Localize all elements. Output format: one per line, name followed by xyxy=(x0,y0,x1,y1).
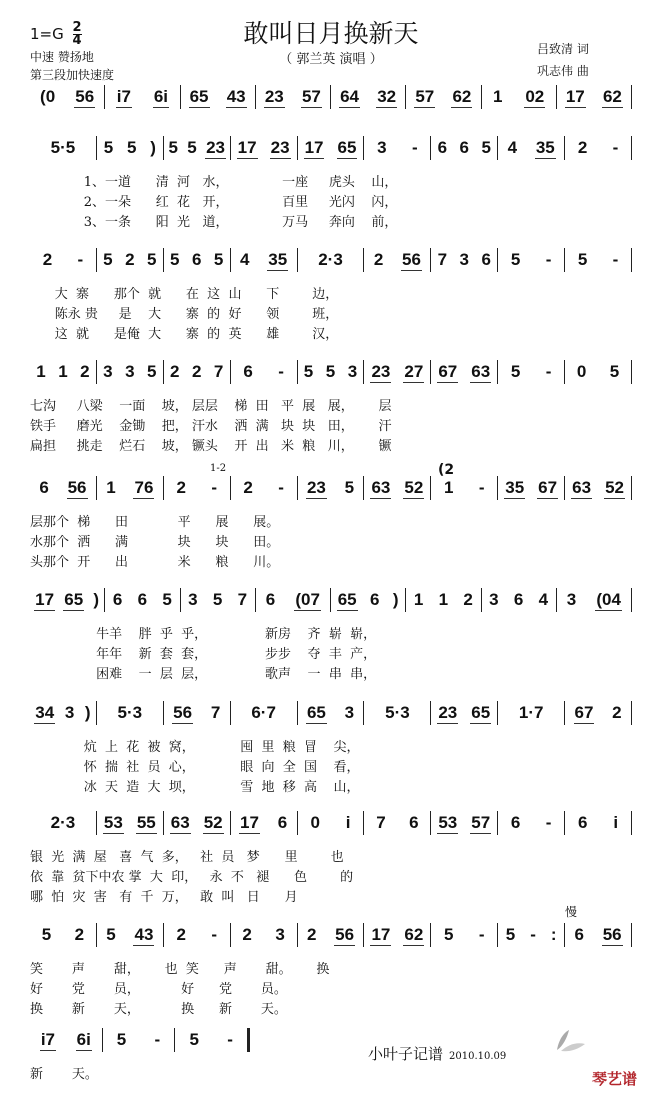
volta-label: 1-2 xyxy=(210,463,227,474)
lyric-line: 怀 揣 社 员 心， 眼 向 全 国 看， xyxy=(30,760,360,775)
measure: (0 56 xyxy=(40,86,95,106)
slow-marking: 慢 xyxy=(565,905,578,919)
measure: 0 5 xyxy=(576,362,620,381)
measure: 0 i xyxy=(310,813,351,832)
lyric-line: 新 天。 xyxy=(30,1067,98,1082)
measure: 1 - xyxy=(444,478,485,497)
measure: 5·3 xyxy=(117,703,143,722)
measure: 6 i xyxy=(578,813,619,832)
lyric-line: 牛羊 胖 乎 乎， 新房 齐 崭 崭， xyxy=(30,627,377,642)
measure: 56 7 xyxy=(173,702,221,722)
measure: 4 35 xyxy=(507,137,555,157)
measure: i7 6i xyxy=(116,86,169,106)
measure: 6 56 xyxy=(39,477,87,497)
measure: 2 - xyxy=(176,925,217,944)
lyrics xyxy=(30,960,632,1020)
notation-line xyxy=(30,84,632,110)
system xyxy=(30,359,632,457)
measure: 17 62 xyxy=(371,924,424,944)
system xyxy=(30,84,632,122)
lyricist: 吕致清 词 xyxy=(537,42,589,56)
measure: 2 56 xyxy=(373,249,421,269)
measure: 1 02 xyxy=(492,86,545,106)
system xyxy=(30,135,632,233)
bar-line xyxy=(631,701,632,725)
lyric-line: 这 就 是俺 大 寨 的 英 雄 汉， xyxy=(30,327,339,342)
measure: 3 5 7 xyxy=(188,590,248,609)
measure: 5 5 23 xyxy=(168,137,225,157)
measure: 2 - xyxy=(42,250,84,269)
measure: 2 - xyxy=(243,478,284,497)
system xyxy=(30,810,632,908)
lyric-line: 笑 声 甜， 也 笑 声 甜。 换 xyxy=(30,962,330,977)
measure: 2 56 xyxy=(306,924,355,944)
lyrics xyxy=(30,848,632,908)
measure: 3 6 4 xyxy=(489,590,549,609)
measure: i7 6i xyxy=(40,1029,91,1049)
lyric-line: 陈永 贵 是 大 寨 的 好 领 班， xyxy=(30,307,339,322)
notation-line xyxy=(30,247,632,273)
measure: 67 63 xyxy=(438,361,491,381)
measure: 7 3 6 xyxy=(437,250,491,269)
measure: 2 - xyxy=(577,138,619,157)
measure: 6 - xyxy=(510,813,552,832)
measure: 6 - xyxy=(243,362,284,381)
bar-line xyxy=(631,588,632,612)
lyric-line: 银 光 满 屋 喜 气 多， 社 员 梦 里 也 xyxy=(30,850,344,865)
measure: 23 5 xyxy=(306,477,355,497)
measure: 5 - xyxy=(444,925,485,944)
lyrics xyxy=(30,625,632,685)
measure: 3 (04 xyxy=(566,589,621,609)
lyric-line: 大 寨 那个 就 在 这 山 下 边， xyxy=(30,287,339,302)
bar-line xyxy=(631,85,632,109)
measure: 1 1 2 xyxy=(36,362,90,381)
measure: 6·7 xyxy=(251,703,276,722)
singer: （ 郭兰英 演唱 ） xyxy=(279,52,383,67)
bar-line xyxy=(631,136,632,160)
lyrics xyxy=(30,513,632,573)
measure: 67 2 xyxy=(574,702,622,722)
measure: 5 - xyxy=(116,1030,161,1049)
measure: 2 - xyxy=(176,478,217,497)
lyric-line: 依 靠 贫下中农 掌 大 印， 永 不 褪 色 的 xyxy=(30,870,354,885)
measure: 5 2 5 xyxy=(103,250,157,269)
lyric-line: 水那个 洒 满 块 块 田。 xyxy=(30,535,280,550)
leaf-icon xyxy=(555,1030,585,1052)
measure: 2·3 xyxy=(318,250,343,269)
lyric-line: 困难 一 层 层， 歌声 一 串 串， xyxy=(30,667,377,682)
lyric-line: 年年 新 套 套， 步步 夺 丰 产， xyxy=(30,647,377,662)
tempo: 中速 赞扬地 xyxy=(30,50,94,64)
time-signature: $\frac{2}{4}$ xyxy=(72,20,82,48)
system xyxy=(30,1027,250,1085)
measure: 5 43 xyxy=(106,924,154,944)
measure: 5 2 xyxy=(41,925,85,944)
notation-line xyxy=(30,810,632,836)
system xyxy=(30,587,632,685)
measure: 5·5 xyxy=(50,138,76,157)
bar-line xyxy=(247,1028,250,1052)
lyric-line: 换 新 天， 换 新 天。 xyxy=(30,1002,287,1017)
lyric-line: 哪 怕 灾 害 有 千 万， 敢 叫 日 月 xyxy=(30,890,298,905)
lyrics xyxy=(30,173,632,233)
notation-line xyxy=(30,700,632,726)
lyric-line: 1、一道 清 河 水， 一座 虎头 山， xyxy=(30,175,398,190)
lyric-line: 铁手 磨光 金锄 把， 汗水 洒 满 块 块 田， 汗 xyxy=(30,419,392,434)
measure: 7 6 xyxy=(376,813,419,832)
measure: 65 3 xyxy=(306,702,355,722)
lyric-line: 头那个 开 出 米 粮 川。 xyxy=(30,555,280,570)
lyric-line: 3、一条 阳 光 道， 万马 奔向 前， xyxy=(30,215,398,230)
measure: 6 (07 xyxy=(265,589,320,609)
measure: 17 62 xyxy=(565,86,622,106)
lyric-line: 七沟 八梁 一面 坡， 层层 梯 田 平 展 展， 层 xyxy=(30,399,392,414)
measure: 2·3 xyxy=(50,813,76,832)
measure: 63 52 xyxy=(170,812,223,832)
measure: 6 56 xyxy=(574,924,622,944)
measure: 63 52 xyxy=(572,477,624,497)
notation-line xyxy=(30,1027,250,1053)
notation-line xyxy=(30,587,632,613)
measure: 23 57 xyxy=(264,86,321,106)
lyrics xyxy=(30,285,632,345)
notation-line xyxy=(30,135,632,161)
measure: 17 6 xyxy=(240,812,288,832)
measure: 17 65 ) xyxy=(35,589,100,609)
measure: 3 - xyxy=(377,138,418,157)
bar-line xyxy=(631,248,632,272)
key-signature xyxy=(30,22,82,47)
measure: 53 57 xyxy=(438,812,491,832)
measure: 5 - xyxy=(510,362,552,381)
measure: 1 1 2 xyxy=(413,590,473,609)
measure: 5 - xyxy=(510,250,552,269)
measure: 1·7 xyxy=(518,703,544,722)
system xyxy=(30,922,632,1020)
measure: 1 76 xyxy=(106,477,154,497)
brand-logo: 琴艺谱 xyxy=(592,1070,638,1088)
measure: 5·3 xyxy=(385,703,410,722)
bar-line xyxy=(631,476,632,500)
lyrics xyxy=(30,1065,250,1085)
measure: 6 6 5 xyxy=(112,590,172,609)
measure: 63 52 xyxy=(371,477,424,497)
measure: 23 65 xyxy=(438,702,491,722)
measure: 53 55 xyxy=(103,812,156,832)
key: 1=G xyxy=(30,25,64,43)
notation-line xyxy=(30,359,632,385)
measure: 17 65 xyxy=(304,137,357,157)
measure: 5 - xyxy=(189,1030,233,1049)
measure: 34 3 ) xyxy=(35,702,91,722)
lyric-line: 扁担 挑走 烂石 坡， 镢头 开 出 米 粮 川， 镢 xyxy=(30,439,392,454)
lyric-line: 2、一朵 红 花 开， 百里 光闪 闪， xyxy=(30,195,398,210)
measure: 5 6 5 xyxy=(170,250,224,269)
system xyxy=(30,247,632,345)
measure: 65 43 xyxy=(189,86,246,106)
measure: 5 - : xyxy=(505,925,557,944)
measure: 17 23 xyxy=(237,137,290,157)
measure: 2 3 xyxy=(242,925,285,944)
lyrics xyxy=(30,397,632,457)
measure: 5 - xyxy=(577,250,619,269)
measure: 3 3 5 xyxy=(103,362,157,381)
lyrics xyxy=(30,738,632,798)
bar-line xyxy=(631,811,632,835)
measure: 5 5 3 xyxy=(303,362,358,381)
tempo-note: 第三段加快速度 xyxy=(30,68,115,82)
measure: 23 27 xyxy=(371,361,424,381)
transcriber-credit: 小叶子记谱 2010.10.09 xyxy=(368,1045,507,1063)
lyric-line: 冰 天 造 大 坝， 雪 地 移 高 山， xyxy=(30,780,360,795)
system xyxy=(30,700,632,798)
measure: 6 6 5 xyxy=(437,138,491,157)
bar-line xyxy=(631,360,632,384)
measure: 5 5 ) xyxy=(103,138,156,157)
lyric-line: 层那个 梯 田 平 展 展。 xyxy=(30,515,280,530)
song-title: 敢叫日月换新天 xyxy=(243,19,419,48)
lyric-line: 炕 上 花 被 窝， 囤 里 粮 冒 尖， xyxy=(30,740,360,755)
second-ending: (2 xyxy=(438,462,455,478)
composer: 巩志伟 曲 xyxy=(537,64,589,78)
measure: 65 6 ) xyxy=(337,589,399,609)
bar-line xyxy=(631,923,632,947)
measure: 35 67 xyxy=(505,477,558,497)
notation-line xyxy=(30,475,632,501)
measure: 4 35 xyxy=(240,249,288,269)
measure: 57 62 xyxy=(415,86,472,106)
system xyxy=(30,475,632,573)
notation-line xyxy=(30,922,632,948)
measure: 64 32 xyxy=(340,86,397,106)
lyric-line: 好 党 员， 好 党 员。 xyxy=(30,982,287,997)
measure: 2 2 7 xyxy=(170,362,224,381)
